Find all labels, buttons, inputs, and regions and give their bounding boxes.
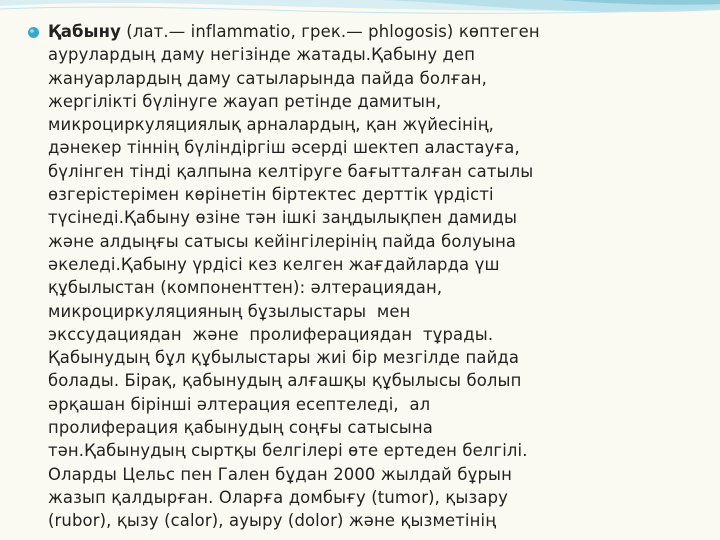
term-heading: Қабыну — [48, 22, 121, 41]
slide-body — [48, 20, 688, 533]
paragraph-line: микроциркуляциялық арналардың, қан жүйесінің, — [48, 115, 495, 135]
paragraph-line: дәнекер тіннің бүліндіргіш әсерді шектеп аластауға, — [48, 138, 520, 158]
paragraph-line: әрқашан бірінші әлтерация есептеледі, ал — [48, 394, 431, 414]
paragraph-line — [48, 20, 688, 43]
paragraph-line: және алдыңғы сатысы кейінгілерінің пайда болуына — [48, 231, 517, 251]
paragraph-line: жергілікті бүлінуге жауап ретінде дамитын, — [48, 91, 442, 111]
paragraph-line: өзгерістерімен көрінетін біртектес дерттік үрдісті — [48, 185, 494, 205]
paragraph-line: пролиферация қабынудың соңғы сатысына — [48, 418, 433, 438]
bullet-icon — [28, 27, 39, 38]
paragraph-line: бүлінген тінді қалпына келтіруге бағытталған сатылы — [48, 161, 534, 181]
paragraph-line: экссудациядан және пролиферациядан тұрады. — [48, 324, 494, 344]
paragraph-line: құбылыстан (компоненттен): әлтерациядан, — [48, 278, 443, 298]
paragraph-line: түсінеді.Қабыну өзіне тән ішкі заңдылықпен дамиды — [48, 208, 518, 228]
paragraph-line: Оларды Цельс пен Гален бұдан 2000 жылдай бұрын — [48, 464, 512, 484]
paragraph-line: жануарлардың даму сатыларында пайда болған, — [48, 68, 487, 88]
paragraph-line: микроциркуляцияның бұзылыстары мен — [48, 301, 411, 321]
paragraph-line: Қабынудың бұл құбылыстары жиі бір мезгілде пайда — [48, 348, 520, 368]
paragraph-line: тән.Қабынудың сыртқы белгілері өте ертеден белгілі. — [48, 441, 528, 461]
paragraph-line: аурулардың даму негізінде жатады.Қабыну деп — [48, 45, 476, 65]
paragraph-line-text: (лат.— inflammatio, грек.— phlogosis) көптеген — [120, 22, 540, 41]
paragraph-line: әкеледі.Қабыну үрдісі кез келген жағдайларда үш — [48, 254, 500, 274]
paragraph-line: (rubor), қызу (calor), ауыру (dolor) және қызметінің — [48, 511, 497, 531]
paragraph-line: болады. Бірақ, қабынудың алғашқы құбылысы болып — [48, 371, 522, 391]
paragraph-line: жазып қалдырған. Оларға домбығу (tumor), қызару — [48, 487, 508, 507]
